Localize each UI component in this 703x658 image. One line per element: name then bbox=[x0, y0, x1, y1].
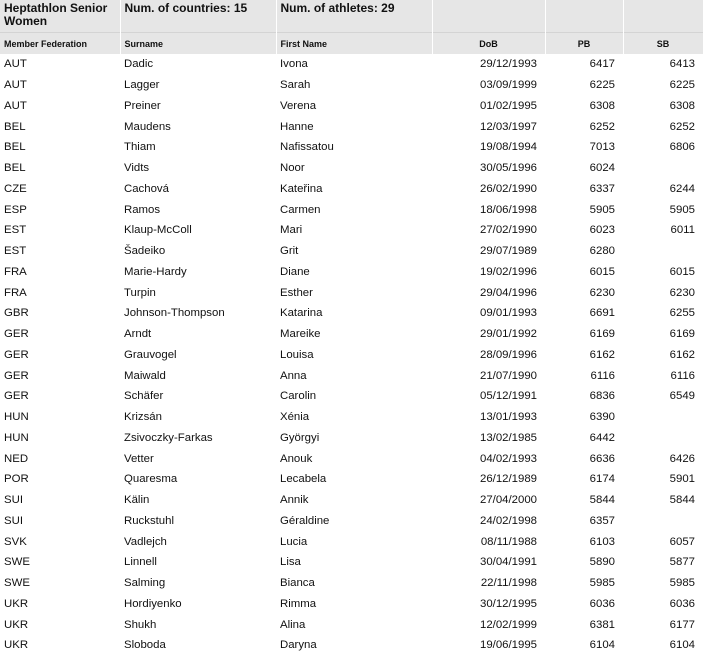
pb-cell: 6116 bbox=[590, 369, 615, 382]
sb-cell: 6244 bbox=[669, 182, 695, 195]
surname-cell: Vadlejch bbox=[124, 535, 167, 548]
pb-cell: 6337 bbox=[589, 182, 615, 195]
first-name-cell: Anna bbox=[280, 369, 307, 382]
pb-cell: 6015 bbox=[589, 265, 615, 278]
dob-cell: 26/12/1989 bbox=[479, 473, 537, 486]
column-header-dob: DoB bbox=[432, 33, 545, 55]
first-name-cell: Rimma bbox=[280, 597, 317, 610]
federation-cell: CZE bbox=[4, 182, 27, 195]
surname-cell: Thiam bbox=[124, 141, 156, 154]
table-row bbox=[0, 365, 703, 386]
pb-cell: 6636 bbox=[589, 452, 615, 465]
sb-cell: 6057 bbox=[669, 535, 695, 548]
sb-cell: 6426 bbox=[669, 452, 695, 465]
dob-cell: 18/06/1998 bbox=[479, 203, 537, 216]
table-row bbox=[0, 531, 703, 552]
dob-cell: 29/07/1989 bbox=[479, 245, 537, 258]
dob-cell: 26/02/1990 bbox=[479, 182, 537, 195]
surname-cell: Turpin bbox=[124, 286, 156, 299]
pb-cell: 5905 bbox=[589, 203, 615, 216]
first-name-cell: Sarah bbox=[280, 79, 311, 92]
dob-cell: 19/08/1994 bbox=[479, 141, 537, 154]
surname-cell: Ruckstuhl bbox=[124, 514, 175, 527]
dob-cell: 30/04/1991 bbox=[479, 556, 537, 569]
pb-cell: 6104 bbox=[589, 639, 615, 652]
first-name-cell: Györgyi bbox=[280, 431, 320, 444]
sb-cell: 6177 bbox=[669, 618, 695, 631]
table-row bbox=[0, 324, 703, 345]
sb-cell: 6036 bbox=[669, 597, 695, 610]
dob-cell: 27/04/2000 bbox=[479, 494, 537, 507]
first-name-cell: Alina bbox=[280, 618, 306, 631]
dob-cell: 30/12/1995 bbox=[479, 597, 537, 610]
header-blank-cell bbox=[432, 0, 545, 33]
federation-cell: POR bbox=[4, 473, 29, 486]
first-name-cell: Lecabela bbox=[280, 473, 327, 486]
pb-cell: 6252 bbox=[589, 120, 615, 133]
surname-cell: Marie-Hardy bbox=[124, 265, 187, 278]
surname-cell: Linnell bbox=[124, 556, 157, 569]
pb-cell: 6280 bbox=[589, 245, 615, 258]
first-name-cell: Lisa bbox=[280, 556, 301, 569]
first-name-cell: Hanne bbox=[280, 120, 314, 133]
surname-cell: Klaup-McColl bbox=[124, 224, 192, 237]
sb-cell: 5877 bbox=[669, 556, 695, 569]
column-header-surname: Surname bbox=[120, 33, 276, 55]
first-name-cell: Nafissatou bbox=[280, 141, 334, 154]
first-name-cell: Lucia bbox=[280, 535, 308, 548]
sb-cell: 6104 bbox=[669, 639, 695, 652]
pb-cell: 5985 bbox=[589, 577, 615, 590]
surname-cell: Lagger bbox=[124, 79, 160, 92]
pb-cell: 6036 bbox=[589, 597, 615, 610]
table-row bbox=[0, 116, 703, 137]
federation-cell: AUT bbox=[4, 99, 27, 112]
sb-cell: 6162 bbox=[669, 348, 695, 361]
federation-cell: SWE bbox=[4, 556, 30, 569]
sb-cell: 6255 bbox=[669, 307, 695, 320]
table-row bbox=[0, 303, 703, 324]
sb-cell bbox=[623, 511, 703, 532]
dob-cell: 05/12/1991 bbox=[479, 390, 537, 403]
table-row bbox=[0, 386, 703, 407]
pb-cell: 6174 bbox=[589, 473, 615, 486]
pb-cell: 6691 bbox=[589, 307, 615, 320]
surname-cell: Arndt bbox=[124, 328, 152, 341]
sb-cell: 6252 bbox=[669, 120, 695, 133]
dob-cell: 21/07/1990 bbox=[479, 369, 537, 382]
first-name-cell: Noor bbox=[280, 162, 305, 175]
athletes-count: Num. of athletes: 29 bbox=[276, 0, 432, 33]
surname-cell: Vetter bbox=[124, 452, 154, 465]
surname-cell: Maiwald bbox=[124, 369, 166, 382]
table-row bbox=[0, 448, 703, 469]
first-name-cell: Carmen bbox=[280, 203, 321, 216]
table-row bbox=[0, 199, 703, 220]
dob-cell: 12/03/1997 bbox=[479, 120, 537, 133]
table-row bbox=[0, 407, 703, 428]
sb-cell: 6011 bbox=[670, 224, 695, 237]
pb-cell: 6024 bbox=[589, 162, 615, 175]
surname-cell: Zsivoczky-Farkas bbox=[124, 431, 213, 444]
dob-cell: 30/05/1996 bbox=[479, 162, 537, 175]
table-row bbox=[0, 241, 703, 262]
dob-cell: 08/11/1988 bbox=[480, 535, 537, 548]
federation-cell: SUI bbox=[4, 494, 23, 507]
sb-cell: 6308 bbox=[669, 99, 695, 112]
first-name-cell: Katarina bbox=[280, 307, 323, 320]
surname-cell: Schäfer bbox=[124, 390, 164, 403]
header-blank-cell bbox=[623, 0, 703, 33]
first-name-cell: Esther bbox=[280, 286, 313, 299]
federation-cell: AUT bbox=[4, 79, 27, 92]
pb-cell: 6023 bbox=[589, 224, 615, 237]
surname-cell: Grauvogel bbox=[124, 348, 177, 361]
federation-cell: SVK bbox=[4, 535, 27, 548]
sb-cell bbox=[623, 158, 703, 179]
federation-cell: GER bbox=[4, 328, 29, 341]
pb-cell: 6103 bbox=[589, 535, 615, 548]
table-row bbox=[0, 573, 703, 594]
first-name-cell: Mari bbox=[280, 224, 303, 237]
table-row bbox=[0, 262, 703, 283]
surname-cell: Ramos bbox=[124, 203, 161, 216]
dob-cell: 03/09/1999 bbox=[479, 79, 537, 92]
first-name-cell: Anouk bbox=[280, 452, 313, 465]
dob-cell: 12/02/1999 bbox=[479, 618, 537, 631]
table-row bbox=[0, 635, 703, 656]
column-header-row bbox=[0, 33, 703, 55]
sb-cell: 6230 bbox=[669, 286, 695, 299]
summary-header-row bbox=[0, 0, 703, 33]
table-row bbox=[0, 137, 703, 158]
sb-cell: 5901 bbox=[669, 473, 695, 486]
surname-cell: Hordiyenko bbox=[124, 597, 182, 610]
column-header-federation: Member Federation bbox=[0, 33, 120, 55]
federation-cell: UKR bbox=[4, 639, 29, 652]
sb-cell bbox=[623, 407, 703, 428]
table-row bbox=[0, 594, 703, 615]
sb-cell: 5844 bbox=[669, 494, 695, 507]
dob-cell: 29/04/1996 bbox=[479, 286, 537, 299]
first-name-cell: Ivona bbox=[280, 58, 308, 71]
surname-cell: Kälin bbox=[124, 494, 150, 507]
table-row bbox=[0, 614, 703, 635]
federation-cell: SWE bbox=[4, 577, 30, 590]
surname-cell: Maudens bbox=[124, 120, 171, 133]
column-header-pb: PB bbox=[545, 33, 623, 55]
table-row bbox=[0, 158, 703, 179]
first-name-cell: Verena bbox=[280, 99, 317, 112]
federation-cell: EST bbox=[4, 245, 27, 258]
sb-cell: 5985 bbox=[669, 577, 695, 590]
surname-cell: Sloboda bbox=[124, 639, 166, 652]
dob-cell: 19/06/1995 bbox=[479, 639, 537, 652]
sb-cell bbox=[623, 241, 703, 262]
dob-cell: 13/02/1985 bbox=[479, 431, 537, 444]
pb-cell: 6390 bbox=[589, 411, 615, 424]
first-name-cell: Grit bbox=[280, 245, 299, 258]
table-row bbox=[0, 220, 703, 241]
federation-cell: SUI bbox=[4, 514, 23, 527]
table-row bbox=[0, 469, 703, 490]
federation-cell: FRA bbox=[4, 265, 27, 278]
pb-cell: 6357 bbox=[589, 514, 615, 527]
first-name-cell: Annik bbox=[280, 494, 309, 507]
dob-cell: 09/01/1993 bbox=[479, 307, 537, 320]
sb-cell: 6806 bbox=[669, 141, 695, 154]
surname-cell: Dadic bbox=[124, 58, 154, 71]
pb-cell: 5844 bbox=[589, 494, 615, 507]
first-name-cell: Kateřina bbox=[280, 182, 323, 195]
first-name-cell: Mareike bbox=[280, 328, 321, 341]
dob-cell: 29/01/1992 bbox=[479, 328, 537, 341]
first-name-cell: Diane bbox=[280, 265, 310, 278]
first-name-cell: Louisa bbox=[280, 348, 314, 361]
pb-cell: 6417 bbox=[589, 58, 615, 71]
pb-cell: 6230 bbox=[589, 286, 615, 299]
column-header-sb: SB bbox=[623, 33, 703, 55]
surname-cell: Krizsán bbox=[124, 411, 162, 424]
pb-cell: 6162 bbox=[589, 348, 615, 361]
sb-cell: 6015 bbox=[669, 265, 695, 278]
surname-cell: Šadeiko bbox=[124, 245, 166, 258]
federation-cell: ESP bbox=[4, 203, 27, 216]
federation-cell: EST bbox=[4, 224, 27, 237]
federation-cell: GER bbox=[4, 348, 29, 361]
federation-cell: GBR bbox=[4, 307, 29, 320]
federation-cell: UKR bbox=[4, 618, 29, 631]
dob-cell: 13/01/1993 bbox=[479, 411, 537, 424]
dob-cell: 04/02/1993 bbox=[479, 452, 537, 465]
dob-cell: 19/02/1996 bbox=[479, 265, 537, 278]
surname-cell: Quaresma bbox=[124, 473, 178, 486]
table-row bbox=[0, 282, 703, 303]
pb-cell: 6381 bbox=[589, 618, 615, 631]
dob-cell: 01/02/1995 bbox=[479, 99, 537, 112]
dob-cell: 27/02/1990 bbox=[479, 224, 537, 237]
table-row bbox=[0, 490, 703, 511]
surname-cell: Cachová bbox=[124, 182, 169, 195]
pb-cell: 7013 bbox=[589, 141, 615, 154]
first-name-cell: Xénia bbox=[280, 411, 310, 424]
federation-cell: HUN bbox=[4, 411, 29, 424]
sb-cell: 5905 bbox=[669, 203, 695, 216]
sb-cell: 6549 bbox=[669, 390, 695, 403]
federation-cell: BEL bbox=[4, 141, 26, 154]
table-row bbox=[0, 54, 703, 75]
column-header-first-name: First Name bbox=[276, 33, 432, 55]
federation-cell: UKR bbox=[4, 597, 29, 610]
pb-cell: 6836 bbox=[589, 390, 615, 403]
sb-cell: 6413 bbox=[669, 58, 695, 71]
dob-cell: 28/09/1996 bbox=[479, 348, 537, 361]
countries-count: Num. of countries: 15 bbox=[120, 0, 276, 33]
event-title: Heptathlon Senior Women bbox=[0, 0, 120, 33]
pb-cell: 5890 bbox=[589, 556, 615, 569]
sb-cell bbox=[623, 428, 703, 449]
table-row bbox=[0, 345, 703, 366]
pb-cell: 6169 bbox=[589, 328, 615, 341]
pb-cell: 6225 bbox=[589, 79, 615, 92]
federation-cell: BEL bbox=[4, 162, 26, 175]
federation-cell: GER bbox=[4, 390, 29, 403]
table-row bbox=[0, 428, 703, 449]
first-name-cell: Géraldine bbox=[280, 514, 330, 527]
pb-cell: 6442 bbox=[589, 431, 615, 444]
federation-cell: GER bbox=[4, 369, 29, 382]
athletes-table-body bbox=[0, 54, 703, 656]
federation-cell: AUT bbox=[4, 58, 27, 71]
sb-cell: 6169 bbox=[669, 328, 695, 341]
federation-cell: BEL bbox=[4, 120, 26, 133]
pb-cell: 6308 bbox=[589, 99, 615, 112]
first-name-cell: Daryna bbox=[280, 639, 317, 652]
header-blank-cell bbox=[545, 0, 623, 33]
federation-cell: NED bbox=[4, 452, 29, 465]
first-name-cell: Carolin bbox=[280, 390, 317, 403]
surname-cell: Preiner bbox=[124, 99, 161, 112]
sb-cell: 6116 bbox=[670, 369, 695, 382]
dob-cell: 24/02/1998 bbox=[479, 514, 537, 527]
dob-cell: 22/11/1998 bbox=[480, 577, 537, 590]
surname-cell: Johnson-Thompson bbox=[124, 307, 225, 320]
table-row bbox=[0, 75, 703, 96]
first-name-cell: Bianca bbox=[280, 577, 315, 590]
federation-cell: HUN bbox=[4, 431, 29, 444]
surname-cell: Shukh bbox=[124, 618, 157, 631]
surname-cell: Vidts bbox=[124, 162, 150, 175]
table-row bbox=[0, 511, 703, 532]
table-row bbox=[0, 179, 703, 200]
sb-cell: 6225 bbox=[669, 79, 695, 92]
table-row bbox=[0, 552, 703, 573]
dob-cell: 29/12/1993 bbox=[479, 58, 537, 71]
table-row bbox=[0, 96, 703, 117]
surname-cell: Salming bbox=[124, 577, 166, 590]
federation-cell: FRA bbox=[4, 286, 27, 299]
